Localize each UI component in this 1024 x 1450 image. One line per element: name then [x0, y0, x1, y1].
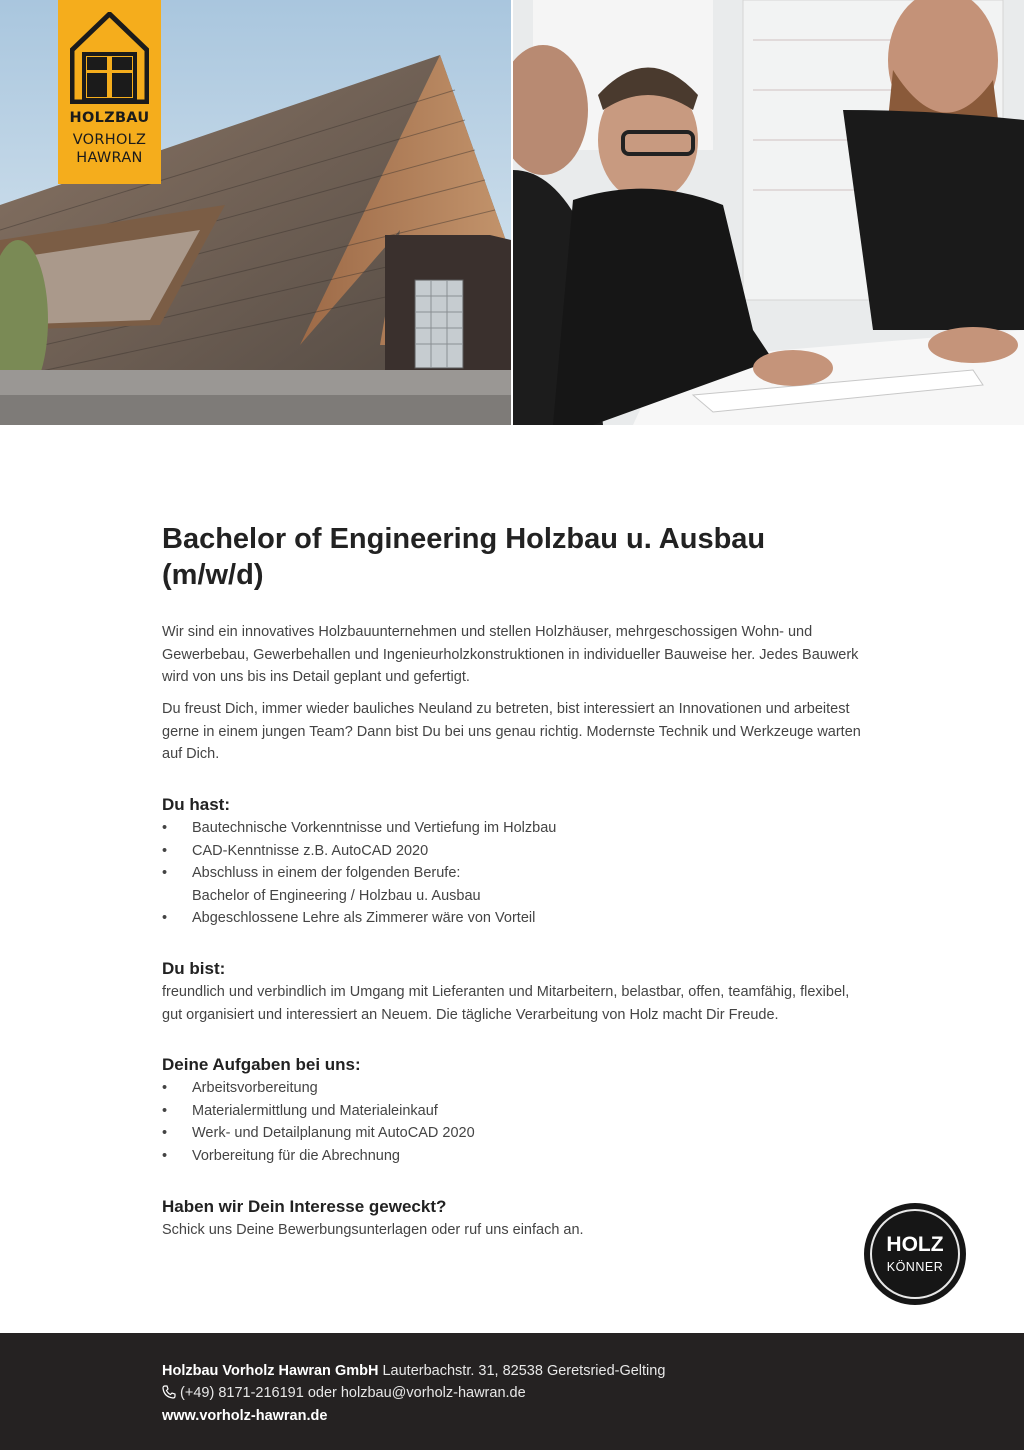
- house-logo-icon: [70, 12, 149, 104]
- aufgaben-heading: Deine Aufgaben bei uns:: [162, 1055, 361, 1074]
- holz-koenner-badge: [864, 1203, 966, 1305]
- team-photo: [513, 0, 1024, 425]
- logo-line-2: VORHOLZ: [72, 132, 147, 148]
- phone-icon: [162, 1385, 176, 1399]
- hero-images: [0, 0, 1024, 425]
- du-bist-heading: Du bist:: [162, 959, 226, 978]
- badge-line-2: KÖNNER: [886, 1260, 944, 1274]
- list-item: • Vorbereitung für die Abrechnung: [162, 1145, 862, 1168]
- contact-info[interactable]: (+49) 8171-216191 oder holzbau@vorholz-hawran.de: [180, 1385, 526, 1401]
- list-item-continuation: Bachelor of Engineering / Holzbau u. Ausbau: [192, 887, 481, 904]
- list-item: • Werk- und Detailplanung mit AutoCAD 2020: [162, 1122, 862, 1145]
- footer-contact-line: [162, 1383, 922, 1403]
- interesse-text: Schick uns Deine Bewerbungsunterlagen oder ruf uns einfach an.: [162, 1222, 584, 1238]
- website-link[interactable]: www.vorholz-hawran.de: [162, 1408, 328, 1424]
- list-item: • Bautechnische Vorkenntnisse und Vertiefung im Holzbau: [162, 817, 862, 840]
- du-bist-text: freundlich und verbindlich im Umgang mit Lieferanten und Mitarbeitern, belastbar, offen, teamfähig, flexibel, gut organisiert und interessiert an Neuem. Die tägliche Verarbeitung von Holz macht Dir Freude.: [162, 984, 850, 1023]
- company-logo: [58, 0, 161, 184]
- list-item: • Arbeitsvorbereitung: [162, 1077, 862, 1100]
- footer-company-line: [162, 1361, 922, 1381]
- du-hast-heading: Du hast:: [162, 795, 230, 814]
- intro-paragraph-1: Wir sind ein innovatives Holzbauunternehmen und stellen Holzhäuser, mehrgeschossigen Wohn- und Gewerbebau, Gewerbehallen und Ingenieurholzkonstruktionen in individueller Bauweise her. Jedes Bauwerk wird von uns bis ins Detail geplant und gefertigt.: [162, 624, 859, 685]
- company-address: Lauterbachstr. 31, 82538 Geretsried-Gelting: [382, 1363, 666, 1379]
- logo-line-3: HAWRAN: [76, 150, 143, 166]
- company-name: Holzbau Vorholz Hawran GmbH: [162, 1363, 379, 1379]
- footer: [0, 1333, 1024, 1450]
- du-hast-list: [162, 817, 862, 930]
- badge-line-1: HOLZ: [886, 1233, 944, 1256]
- interesse-heading: Haben wir Dein Interesse geweckt?: [162, 1197, 447, 1216]
- logo-line-1: HOLZBAU: [69, 110, 150, 126]
- list-item: • Materialermittlung und Materialeinkauf: [162, 1100, 862, 1123]
- page-title: Bachelor of Engineering Holzbau u. Ausbau (m/w/d): [162, 523, 766, 591]
- list-item: • CAD-Kenntnisse z.B. AutoCAD 2020: [162, 840, 862, 863]
- list-item: • Abschluss in einem der folgenden Berufe:: [162, 862, 862, 885]
- intro-paragraph-2: Du freust Dich, immer wieder bauliches Neuland zu betreten, bist interessiert an Innovationen und arbeitest gerne in einem jungen Team? Dann bist Du bei uns genau richtig. Modernste Technik und Werkzeuge warten auf Dich.: [162, 701, 861, 762]
- list-item: • Abgeschlossene Lehre als Zimmerer wäre von Vorteil: [162, 907, 862, 930]
- aufgaben-list: [162, 1077, 862, 1167]
